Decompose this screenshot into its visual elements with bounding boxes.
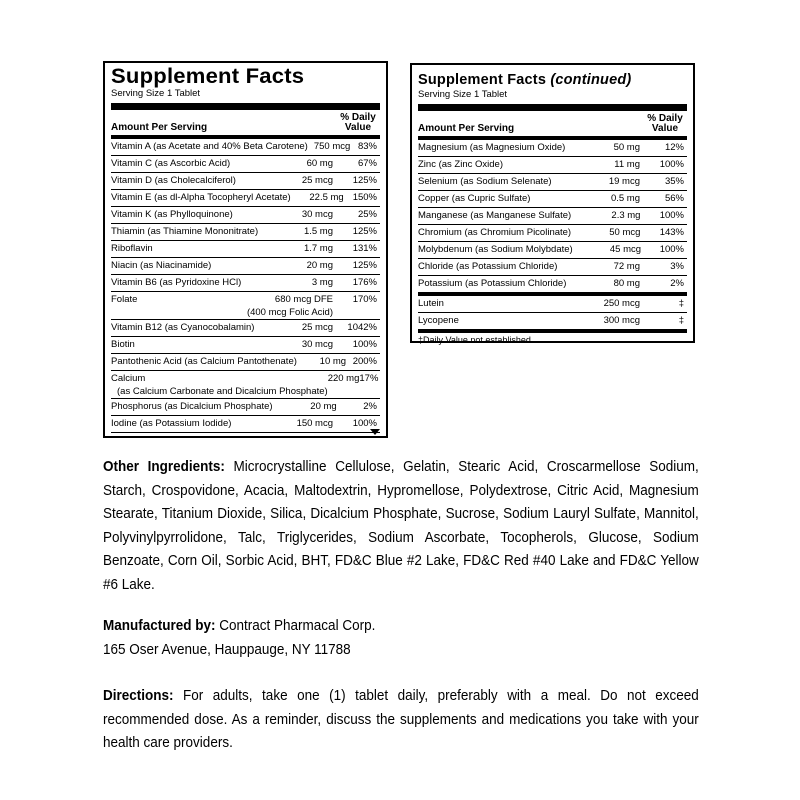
- nutrient-name: Riboflavin: [111, 243, 153, 254]
- nutrient-daily-value: 12%: [664, 142, 684, 153]
- nutrient-name: Potassium (as Potassium Chloride): [418, 278, 567, 289]
- nutrient-amount: 50 mg: [613, 142, 640, 153]
- nutrient-amount: 680 mcg DFE (400 mcg Folic Acid): [223, 293, 333, 319]
- nutrient-amount: 25 mcg: [301, 322, 333, 333]
- nutrient-amount: 0.5 mg: [610, 193, 640, 204]
- continue-arrow-icon: [370, 429, 380, 435]
- nutrient-subnote: (as Calcium Carbonate and Dicalcium Phosphate): [117, 386, 328, 397]
- nutrient-daily-value: 100%: [659, 244, 684, 255]
- other-nutrient-list: [418, 293, 687, 333]
- nutrient-daily-value: 125%: [352, 260, 377, 271]
- nutrient-daily-value: 176%: [352, 277, 377, 288]
- nutrient-row: [111, 173, 380, 190]
- nutrient-daily-value: 150%: [352, 192, 377, 203]
- nutrient-amount: 2.3 mg: [611, 210, 641, 221]
- nutrient-amount: 1.5 mg: [303, 226, 333, 237]
- nutrient-name: Vitamin D (as Cholecalciferol): [111, 175, 236, 186]
- nutrient-daily-value: 125%: [352, 226, 377, 237]
- amount-header: Amount Per Serving: [418, 123, 515, 134]
- nutrient-daily-value: 143%: [659, 227, 684, 238]
- nutrient-name: Vitamin K (as Phylloquinone): [111, 209, 233, 220]
- nutrient-daily-value: 2%: [363, 401, 377, 412]
- nutrient-amount: 50 mcg: [609, 227, 641, 238]
- nutrient-name: Chromium (as Chromium Picolinate): [418, 227, 572, 238]
- nutrient-row: [111, 258, 380, 275]
- nutrient-daily-value: 3%: [670, 261, 684, 272]
- nutrient-daily-value: 100%: [352, 418, 377, 429]
- nutrient-subnote: (400 mcg Folic Acid): [246, 307, 333, 318]
- nutrient-daily-value: 1042%: [347, 322, 377, 333]
- nutrient-amount: 20 mg: [310, 401, 337, 412]
- nutrient-name: Lutein: [418, 298, 444, 309]
- nutrient-daily-value: 83%: [357, 141, 377, 152]
- nutrient-row: [111, 399, 380, 416]
- nutrient-row: [418, 191, 687, 208]
- table-header: [418, 111, 687, 140]
- nutrient-name: Vitamin E (as dl-Alpha Tocopheryl Acetate): [111, 192, 291, 203]
- nutrient-daily-value: 35%: [664, 176, 684, 187]
- nutrient-row: [418, 157, 687, 174]
- serving-size: Serving Size 1 Tablet: [418, 89, 687, 111]
- nutrient-row: [111, 292, 380, 320]
- nutrient-amount: 250 mcg: [603, 298, 640, 309]
- footnote: ‡Daily Value not established.: [418, 335, 534, 345]
- amount-header: Amount Per Serving: [111, 122, 208, 133]
- panel-title: Supplement Facts: [111, 65, 305, 88]
- nutrient-name: Iodine (as Potassium Iodide): [111, 418, 232, 429]
- nutrient-amount: 19 mcg: [608, 176, 640, 187]
- supplement-facts-panel: [103, 61, 388, 438]
- nutrient-row: [111, 190, 380, 207]
- nutrient-name: Zinc (as Zinc Oxide): [418, 159, 503, 170]
- nutrient-name: Vitamin A (as Acetate and 40% Beta Carotene): [111, 141, 308, 152]
- manufacturer-info: [103, 614, 699, 661]
- nutrient-daily-value: 170%: [352, 294, 377, 305]
- nutrient-amount: 10 mg: [319, 356, 347, 367]
- nutrient-row: [111, 275, 380, 292]
- nutrient-amount: 3 mg: [311, 277, 333, 288]
- nutrient-daily-value: ‡: [678, 315, 684, 326]
- nutrient-name: Phosphorus (as Dicalcium Phosphate): [111, 401, 273, 412]
- nutrient-name: Thiamin (as Thiamine Mononitrate): [111, 226, 259, 237]
- manufacturer-address: 165 Oser Avenue, Hauppauge, NY 11788: [103, 640, 351, 658]
- nutrient-daily-value: 56%: [664, 193, 684, 204]
- nutrient-row: [418, 208, 687, 225]
- nutrient-amount: 25 mcg: [301, 175, 333, 186]
- nutrient-row: [418, 293, 687, 313]
- nutrient-row: [111, 337, 380, 354]
- nutrient-row: [418, 313, 687, 333]
- manufacturer-name: Contract Pharmacal Corp.: [215, 617, 376, 634]
- nutrient-amount: 45 mcg: [609, 244, 642, 255]
- nutrient-daily-value: 25%: [357, 209, 377, 220]
- nutrient-row: [111, 139, 380, 156]
- nutrient-amount: 30 mcg: [301, 339, 333, 350]
- nutrient-row: [418, 259, 687, 276]
- directions-label: Directions:: [103, 687, 174, 704]
- nutrient-daily-value: 100%: [352, 339, 377, 350]
- nutrient-row: [418, 140, 687, 157]
- nutrient-daily-value: 67%: [357, 158, 377, 169]
- nutrient-amount: 80 mg: [613, 278, 640, 289]
- serving-size: Serving Size 1 Tablet: [111, 88, 380, 110]
- daily-value-header: % Daily Value: [340, 112, 376, 133]
- nutrient-row: [418, 276, 687, 293]
- other-ingredients-label: Other Ingredients:: [103, 458, 225, 475]
- nutrient-row: [111, 354, 380, 371]
- nutrient-daily-value: 17%: [359, 373, 379, 384]
- nutrient-name: Molybdenum (as Sodium Molybdate): [418, 244, 573, 255]
- nutrient-daily-value: 2%: [670, 278, 684, 289]
- daily-value-header: % Daily Value: [647, 113, 683, 134]
- nutrient-row: [418, 225, 687, 242]
- nutrient-amount: 60 mg: [306, 158, 333, 169]
- nutrient-row: [111, 241, 380, 258]
- other-ingredients: [103, 455, 699, 596]
- table-header: [111, 110, 380, 139]
- nutrient-daily-value: ‡: [678, 298, 684, 309]
- nutrient-amount: 300 mcg: [603, 315, 640, 326]
- nutrient-name: Magnesium (as Magnesium Oxide): [418, 142, 566, 153]
- nutrient-row: [111, 320, 380, 337]
- nutrient-list: [111, 139, 380, 433]
- nutrient-row: [418, 242, 687, 259]
- nutrient-name: Lycopene: [418, 315, 459, 326]
- supplement-facts-continued-panel: [410, 63, 695, 343]
- nutrient-name: Vitamin B6 (as Pyridoxine HCl): [111, 277, 242, 288]
- nutrient-daily-value: 100%: [659, 159, 684, 170]
- nutrient-list: [418, 140, 687, 293]
- nutrient-row: [111, 207, 380, 224]
- nutrient-name: Niacin (as Niacinamide): [111, 260, 212, 271]
- nutrient-row: [111, 371, 380, 399]
- nutrient-daily-value: 131%: [352, 243, 377, 254]
- nutrient-amount: 20 mg: [306, 260, 333, 271]
- nutrient-amount: 30 mcg: [301, 209, 333, 220]
- nutrient-amount: 750 mcg: [313, 141, 351, 152]
- nutrient-row: [418, 174, 687, 191]
- nutrient-name: Vitamin B12 (as Cyanocobalamin): [111, 322, 255, 333]
- nutrient-name: Biotin: [111, 339, 135, 350]
- nutrient-daily-value: 200%: [352, 356, 377, 367]
- directions-text: For adults, take one (1) tablet daily, preferably with a meal. Do not exceed recommended dose. As a reminder, discuss the supplements and medications you take with your health care providers.: [103, 687, 699, 751]
- directions: [103, 684, 699, 755]
- nutrient-name: Folate: [111, 294, 138, 305]
- nutrient-name: Chloride (as Potassium Chloride): [418, 261, 558, 272]
- nutrient-amount: 1.7 mg: [303, 243, 333, 254]
- panel-title: Supplement Facts (continued): [418, 72, 632, 88]
- nutrient-amount: 150 mcg: [296, 418, 333, 429]
- nutrient-amount: 11 mg: [614, 159, 640, 170]
- other-ingredients-text: Microcrystalline Cellulose, Gelatin, Stearic Acid, Croscarmellose Sodium, Starch, Crospovidone, Acacia, Maltodextrin, Hypromellose, Polydextrose, Citric Acid, Magnesium Stearate, Titanium Dioxide, Silica, Dicalcium Phosphate, Sucrose, Sodium Lauryl Sulfate, Mannitol, Polyvinylpyrrolidone, Talc, Triglycerides, Sodium Ascorbate, Tocopherols, Glucose, Sodium Benzoate, Corn Oil, Sorbic Acid, BHT, FD&C Blue #2 Lake, FD&C Red #40 Lake and FD&C Yellow #6 Lake.: [103, 458, 699, 593]
- nutrient-amount: 72 mg: [613, 261, 640, 272]
- nutrient-row: [111, 156, 380, 173]
- nutrient-name: Selenium (as Sodium Selenate): [418, 176, 552, 187]
- manufacturer-label: Manufactured by:: [103, 617, 216, 634]
- nutrient-name: Copper (as Cupric Sulfate): [418, 193, 531, 204]
- nutrient-name: Manganese (as Manganese Sulfate): [418, 210, 572, 221]
- nutrient-daily-value: 125%: [352, 175, 377, 186]
- nutrient-amount: 22.5 mg: [309, 192, 344, 203]
- nutrient-daily-value: 100%: [659, 210, 684, 221]
- nutrient-name: Calcium (as Calcium Carbonate and Dicalcium Phosphate): [111, 373, 328, 397]
- nutrient-name: Vitamin C (as Ascorbic Acid): [111, 158, 231, 169]
- nutrient-amount: 220 mg: [327, 373, 360, 384]
- nutrient-row: [111, 416, 380, 433]
- nutrient-name: Pantothenic Acid (as Calcium Pantothenate): [111, 356, 297, 367]
- nutrient-row: [111, 224, 380, 241]
